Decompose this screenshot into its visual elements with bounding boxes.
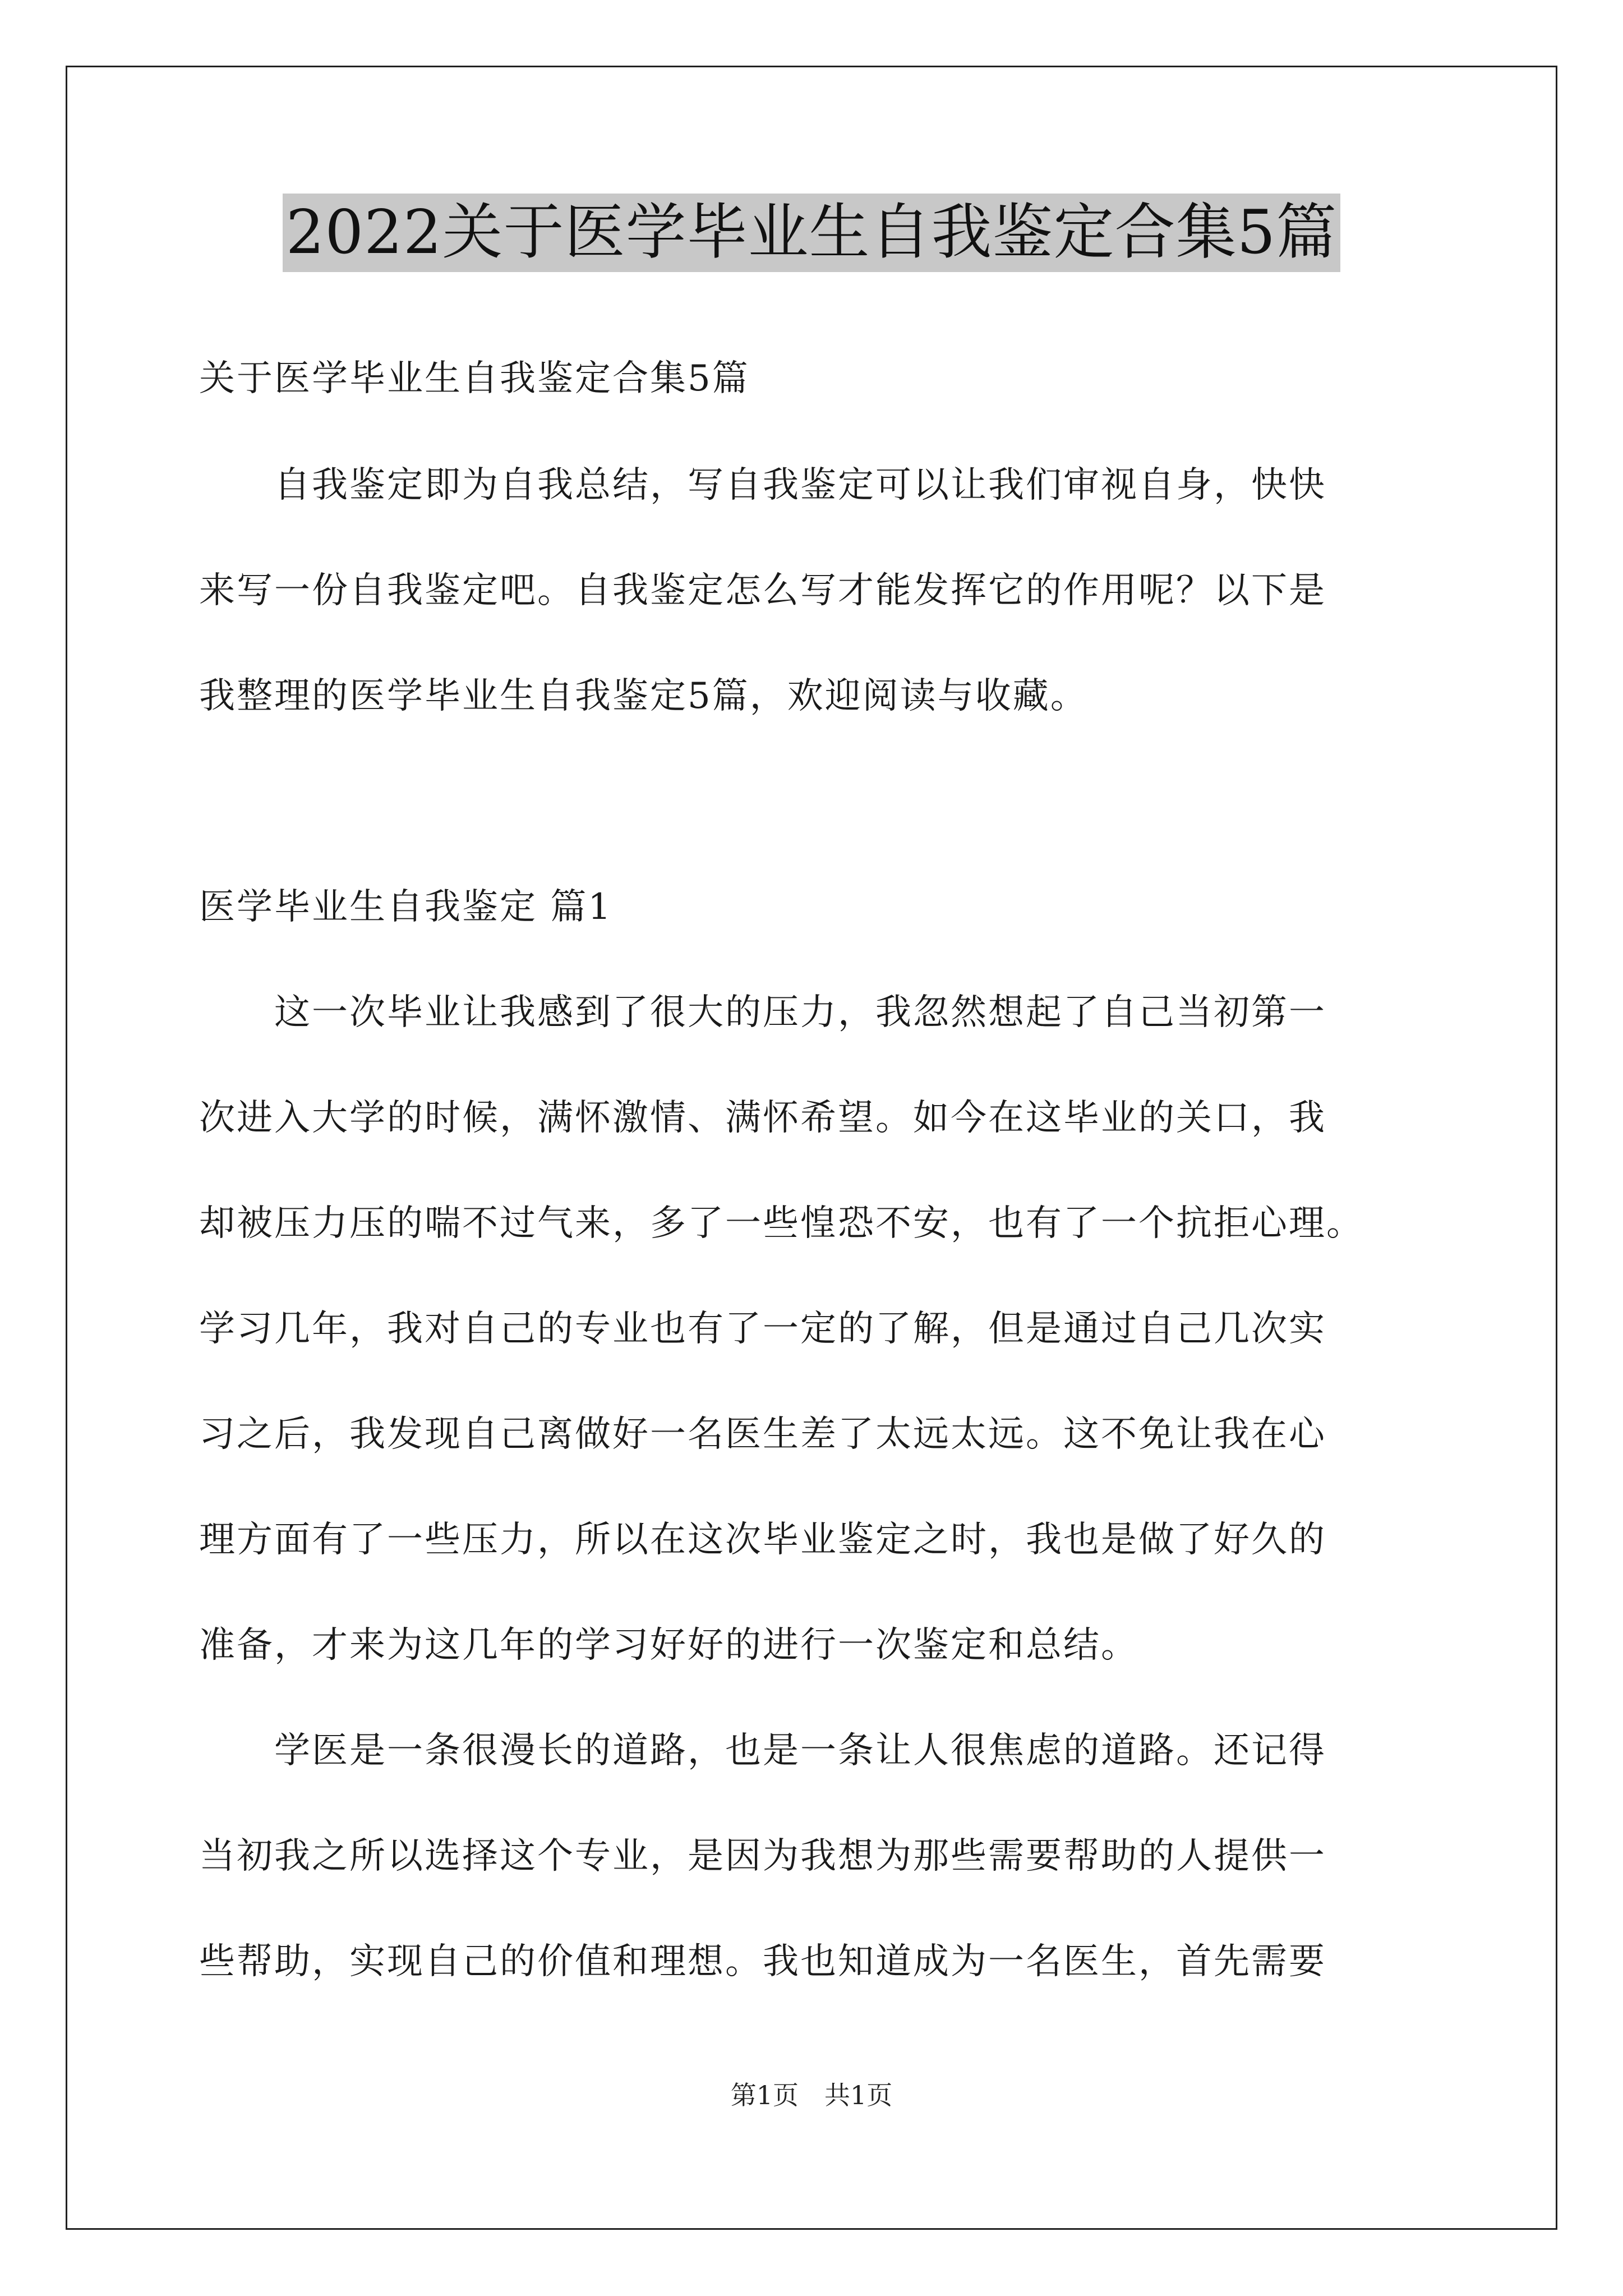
section-heading: 医学毕业生自我鉴定 篇1: [199, 886, 613, 928]
paragraph-line: 理方面有了一些压力，所以在这次毕业鉴定之时，我也是做了好久的: [199, 1519, 1326, 1561]
paragraph-line: 习之后，我发现自己离做好一名医生差了太远太远。这不免让我在心: [199, 1414, 1326, 1455]
paragraph-line: 学习几年，我对自己的专业也有了一定的了解，但是通过自己几次实: [199, 1308, 1326, 1350]
paragraph-line: 准备，才来为这几年的学习好好的进行一次鉴定和总结。: [199, 1625, 1138, 1666]
intro-line: 我整理的医学毕业生自我鉴定5篇，欢迎阅读与收藏。: [199, 675, 1088, 717]
paragraph-line: 当初我之所以选择这个专业，是因为我想为那些需要帮助的人提供一: [199, 1835, 1326, 1877]
paragraph-line: 学医是一条很漫长的道路，也是一条让人很焦虑的道路。还记得: [199, 1730, 1326, 1772]
intro-line: 自我鉴定即为自我总结，写自我鉴定可以让我们审视自身，快快: [199, 464, 1326, 506]
document-subtitle: 关于医学毕业生自我鉴定合集5篇: [199, 358, 750, 399]
paragraph-line: 些帮助，实现自己的价值和理想。我也知道成为一名医生，首先需要: [199, 1941, 1326, 1982]
document-title: 2022关于医学毕业生自我鉴定合集5篇: [283, 194, 1341, 272]
paragraph-line: 却被压力压的喘不过气来，多了一些惶恐不安，也有了一个抗拒心理。: [199, 1203, 1364, 1244]
page-footer: 第1页 共1页: [730, 2080, 893, 2110]
intro-line: 来写一份自我鉴定吧。自我鉴定怎么写才能发挥它的作用呢？以下是: [199, 570, 1326, 611]
paragraph-line: 这一次毕业让我感到了很大的压力，我忽然想起了自己当初第一: [199, 992, 1326, 1033]
paragraph-line: 次进入大学的时候，满怀激情、满怀希望。如今在这毕业的关口，我: [199, 1097, 1326, 1139]
title-container: [0, 194, 1623, 272]
